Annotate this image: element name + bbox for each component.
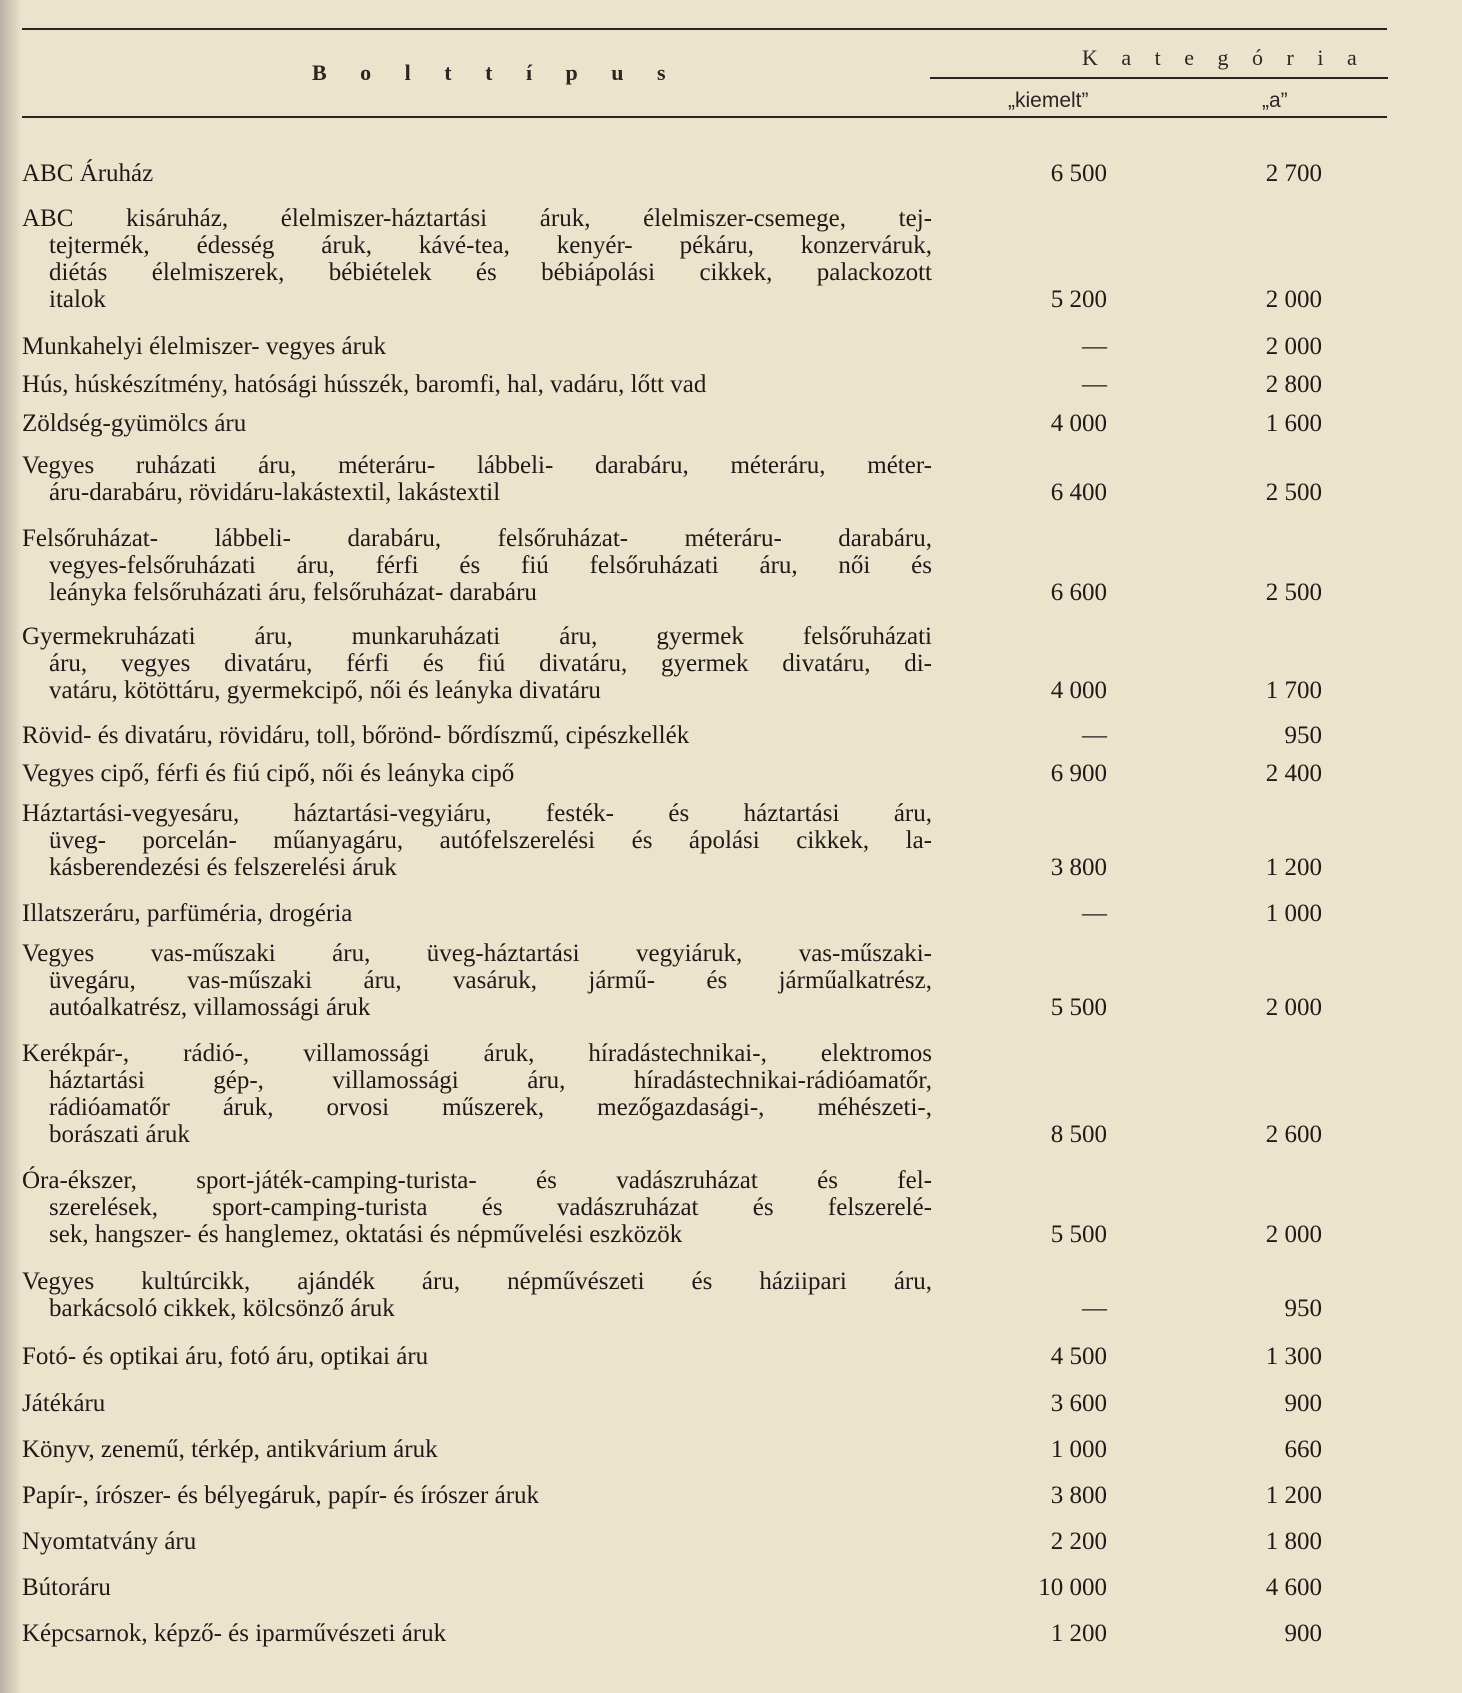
- row-label: [22, 205, 932, 313]
- row-label: [22, 940, 932, 1021]
- table-page: [22, 0, 1462, 1693]
- row-label: [22, 1390, 932, 1417]
- kiemelt-value: 10 000: [1038, 1574, 1107, 1601]
- a-value: 2 000: [1265, 994, 1322, 1021]
- row-label-line: Vegyes kultúrcikk, ajándék áru, népművészeti és háziipari áru,: [22, 1268, 932, 1295]
- row-label-line: tejtermék, édesség áruk, kávé-tea, kenyér- pékáru, konzerváruk,: [49, 232, 932, 259]
- kiemelt-value: 1 200: [1050, 1620, 1107, 1647]
- kiemelt-value: 3 600: [1050, 1390, 1107, 1417]
- row-label: [22, 1268, 932, 1322]
- row-label-line: rádióamatőr áruk, orvosi műszerek, mezőgazdasági-, méhészeti-,: [49, 1094, 932, 1121]
- kiemelt-value: 5 500: [1050, 1221, 1107, 1248]
- row-label-line: Illatszeráru, parfüméria, drogéria: [22, 900, 353, 927]
- a-value: 2 700: [1265, 160, 1322, 187]
- kiemelt-value: 8 500: [1050, 1121, 1107, 1148]
- row-label: [22, 1436, 932, 1463]
- col-a-header: „a”: [1262, 89, 1288, 112]
- a-value: 2 800: [1265, 371, 1322, 398]
- a-value: 1 800: [1265, 1528, 1322, 1555]
- kiemelt-value: 4 500: [1050, 1343, 1107, 1370]
- kiemelt-value: —: [1082, 1295, 1107, 1322]
- row-label: [22, 760, 932, 787]
- row-label: [22, 410, 932, 437]
- kategoria-header: K a t e g ó r i a: [1082, 45, 1366, 70]
- row-label-line: Gyermekruházati áru, munkaruházati áru, gyermek felsőruházati: [22, 623, 932, 650]
- a-value: 2 500: [1265, 479, 1322, 506]
- kiemelt-value: 6 500: [1050, 160, 1107, 187]
- kiemelt-value: —: [1082, 371, 1107, 398]
- row-label-line: Munkahelyi élelmiszer- vegyes áruk: [22, 333, 386, 360]
- table-top-rule: [22, 28, 1387, 30]
- header-bottom-rule: [22, 116, 1387, 118]
- a-value: 1 300: [1265, 1343, 1322, 1370]
- kiemelt-value: —: [1082, 900, 1107, 927]
- kiemelt-value: 4 000: [1050, 410, 1107, 437]
- kiemelt-value: 3 800: [1050, 854, 1107, 881]
- row-label-line: autóalkatrész, villamossági áruk: [49, 994, 371, 1021]
- row-label-line: Felsőruházat- lábbeli- darabáru, felsőruházat- méteráru- darabáru,: [22, 525, 932, 552]
- row-label-line: kásberendezési és felszerelési áruk: [49, 854, 397, 881]
- a-value: 2 000: [1265, 333, 1322, 360]
- row-label: [22, 525, 932, 606]
- a-value: 1 000: [1265, 900, 1322, 927]
- row-label-line: áru, vegyes divatáru, férfi és fiú divatáru, gyermek divatáru, di-: [49, 650, 932, 677]
- row-label-line: Fotó- és optikai áru, fotó áru, optikai áru: [22, 1343, 429, 1370]
- row-label-line: leányka felsőruházati áru, felsőruházat- darabáru: [49, 579, 537, 606]
- a-value: 2 500: [1265, 579, 1322, 606]
- row-label-line: Hús, húskészítmény, hatósági hússzék, baromfi, hal, vadáru, lőtt vad: [22, 371, 707, 398]
- a-value: 1 200: [1265, 854, 1322, 881]
- row-label-line: Bútoráru: [22, 1574, 111, 1601]
- row-label-line: Kerékpár-, rádió-, villamossági áruk, híradástechnikai-, elektromos: [22, 1040, 932, 1067]
- a-value: 2 000: [1265, 286, 1322, 313]
- row-label-line: Zöldség-gyümölcs áru: [22, 410, 247, 437]
- a-value: 1 600: [1265, 410, 1322, 437]
- a-value: 660: [1284, 1436, 1322, 1463]
- row-label-line: borászati áruk: [49, 1121, 190, 1148]
- a-value: 1 700: [1265, 677, 1322, 704]
- kiemelt-value: 1 000: [1050, 1436, 1107, 1463]
- a-value: 2 600: [1265, 1121, 1322, 1148]
- row-label-line: ABC Áruház: [22, 160, 154, 187]
- kiemelt-value: 6 600: [1050, 579, 1107, 606]
- row-label-line: sek, hangszer- és hanglemez, oktatási és népművelési eszközök: [49, 1221, 683, 1248]
- row-label-line: üveg- porcelán- műanyagáru, autófelszerelési és ápolási cikkek, la-: [49, 827, 932, 854]
- row-label-line: Vegyes cipő, férfi és fiú cipő, női és leányka cipő: [22, 760, 515, 787]
- a-value: 2 400: [1265, 760, 1322, 787]
- row-label-line: Papír-, írószer- és bélyegáruk, papír- és írószer áruk: [22, 1482, 540, 1509]
- row-label-line: italok: [49, 286, 106, 313]
- row-label: [22, 722, 932, 749]
- page-edge-shadow: [0, 0, 22, 1693]
- row-label-line: Óra-ékszer, sport-játék-camping-turista- és vadászruházat és fel-: [22, 1167, 932, 1194]
- row-label: [22, 623, 932, 704]
- row-label-line: Vegyes ruházati áru, méteráru- lábbeli- darabáru, méteráru, méter-: [22, 452, 932, 479]
- kiemelt-value: 3 800: [1050, 1482, 1107, 1509]
- row-label: [22, 800, 932, 881]
- row-label: [22, 452, 932, 506]
- kiemelt-value: 5 500: [1050, 994, 1107, 1021]
- row-label-line: Háztartási-vegyesáru, háztartási-vegyiáru, festék- és háztartási áru,: [22, 800, 932, 827]
- kiemelt-value: 5 200: [1050, 286, 1107, 313]
- row-label-line: Rövid- és divatáru, rövidáru, toll, bőrönd- bőrdíszmű, cipészkellék: [22, 722, 690, 749]
- row-label-line: Játékáru: [22, 1390, 106, 1417]
- row-label-line: ABC kisáruház, élelmiszer-háztartási áruk, élelmiszer-csemege, tej-: [22, 205, 932, 232]
- row-label-line: Képcsarnok, képző- és iparművészeti áruk: [22, 1620, 447, 1647]
- kiemelt-value: 4 000: [1050, 677, 1107, 704]
- a-value: 900: [1284, 1390, 1322, 1417]
- boltipus-header: B o l t t í p u s: [312, 60, 680, 85]
- kiemelt-value: 6 400: [1050, 479, 1107, 506]
- row-label: [22, 900, 932, 927]
- a-value: 2 000: [1265, 1221, 1322, 1248]
- row-label: [22, 1620, 932, 1647]
- a-value: 950: [1284, 722, 1322, 749]
- row-label-line: áru-darabáru, rövidáru-lakástextil, lakástextil: [49, 479, 501, 506]
- a-value: 950: [1284, 1295, 1322, 1322]
- kiemelt-value: —: [1082, 722, 1107, 749]
- kiemelt-value: —: [1082, 333, 1107, 360]
- row-label-line: üvegáru, vas-műszaki áru, vasáruk, jármű- és járműalkatrész,: [49, 967, 932, 994]
- row-label: [22, 371, 932, 398]
- kiemelt-value: 6 900: [1050, 760, 1107, 787]
- row-label-line: diétás élelmiszerek, bébiételek és bébiápolási cikkek, palackozott: [49, 259, 932, 286]
- row-label: [22, 333, 932, 360]
- kategoria-underline: [930, 77, 1388, 79]
- row-label-line: Könyv, zenemű, térkép, antikvárium áruk: [22, 1436, 438, 1463]
- a-value: 4 600: [1265, 1574, 1322, 1601]
- row-label: [22, 1482, 932, 1509]
- row-label-line: vatáru, kötöttáru, gyermekcipő, női és leányka divatáru: [49, 677, 601, 704]
- row-label: [22, 1040, 932, 1148]
- row-label-line: barkácsoló cikkek, kölcsönző áruk: [49, 1295, 395, 1322]
- row-label-line: szerelések, sport-camping-turista és vadászruházat és felszerelé-: [49, 1194, 932, 1221]
- row-label: [22, 1528, 932, 1555]
- row-label: [22, 1167, 932, 1248]
- row-label-line: Nyomtatvány áru: [22, 1528, 197, 1555]
- col-kiemelt-header: „kiemelt”: [1008, 89, 1089, 112]
- row-label-line: Vegyes vas-műszaki áru, üveg-háztartási vegyiáruk, vas-műszaki-: [22, 940, 932, 967]
- row-label: [22, 160, 932, 187]
- row-label-line: vegyes-felsőruházati áru, férfi és fiú felsőruházati áru, női és: [49, 552, 932, 579]
- kiemelt-value: 2 200: [1050, 1528, 1107, 1555]
- a-value: 1 200: [1265, 1482, 1322, 1509]
- row-label: [22, 1574, 932, 1601]
- a-value: 900: [1284, 1620, 1322, 1647]
- row-label-line: háztartási gép-, villamossági áru, híradástechnikai-rádióamatőr,: [49, 1067, 932, 1094]
- row-label: [22, 1343, 932, 1370]
